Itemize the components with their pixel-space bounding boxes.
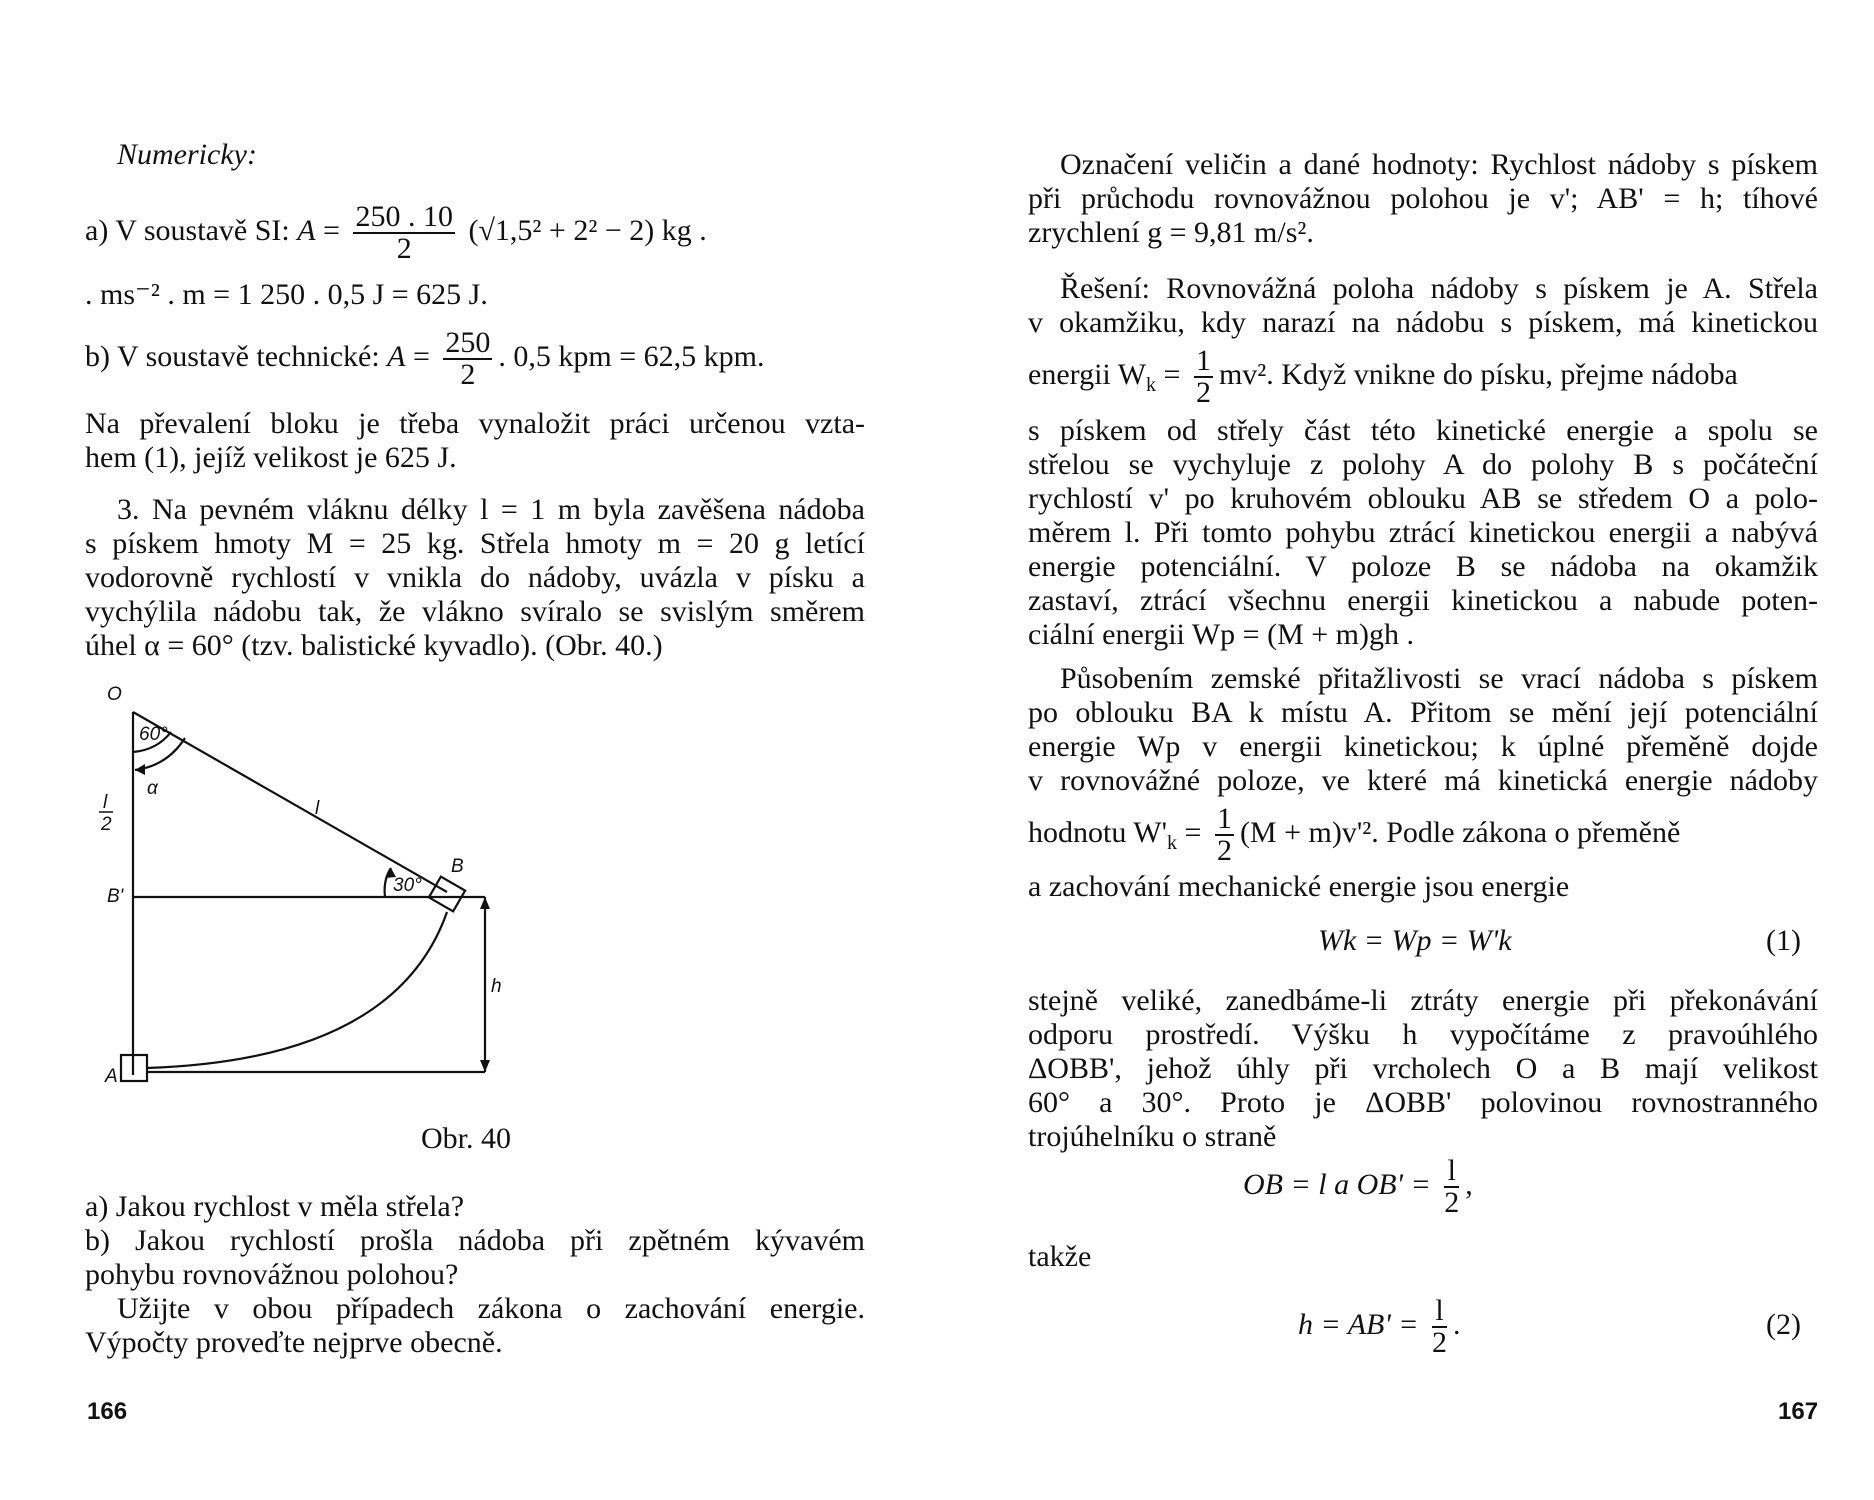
ob-equation: OB = l a OB' = $\frac{l}{2}$ , [1243, 1154, 1473, 1220]
alpha-arrowhead [135, 764, 145, 775]
fraction-250-over-2: $\frac{250}{2}$ [445, 326, 491, 392]
numericky-heading: Numericky: [117, 138, 257, 171]
pusobenim-line: v rovnovážné poloze, ve které má kinetická energie nádoby [1028, 764, 1818, 797]
reseni-line: ciální energii Wp = (M + m)gh . [1028, 618, 1414, 651]
pusobenim-line: energie Wp v energii kinetickou; k úplné přeměně dojde [1028, 730, 1818, 763]
reseni-line: střelou se vychyluje z polohy A do polohy B s počáteční [1028, 448, 1818, 481]
label-b-prime: B' [107, 886, 124, 907]
equation-1-number: (1) [1766, 924, 1801, 957]
label-30-deg: 30° [393, 875, 422, 896]
label-l-half-num: l [103, 792, 108, 813]
label-a: A [105, 1066, 118, 1087]
label-l: l [315, 798, 320, 819]
kinetic-energy-prime-line: hodnotu $W'_k$ = $\frac{1}{2}$ (M + m)v'². Podle zákona o přeměně [1028, 802, 1681, 868]
oznaceni-line: Označení veličin a dané hodnoty: Rychlost nádoby s pískem [1060, 148, 1818, 181]
right-page [1028, 0, 1818, 1500]
reseni-line: v okamžiku, kdy narazí na nádobu s pískem, má kinetickou [1028, 306, 1818, 339]
equation-a-continued: . ms⁻² . m = 1 250 . 0,5 J = 625 J. [85, 278, 488, 311]
stejne-line: trojúhelníku o straně [1028, 1120, 1277, 1153]
equation-2: h = AB' = $\frac{l}{2}$ . [1298, 1294, 1461, 1360]
label-alpha: α [147, 778, 158, 799]
stejne-line: stejně veliké, zanedbáme-li ztráty energie při překonávání [1028, 984, 1818, 1017]
label-l-half-den: 2 [101, 814, 112, 835]
zachovani-line: a zachování mechanické energie jsou energie [1028, 870, 1570, 903]
equation-b-technical: b) V soustavě technické: A = $\frac{250}{2}$ . 0,5 kpm = 62,5 kpm. [85, 326, 765, 392]
h-arrow-top [480, 897, 490, 909]
oznaceni-line: zrychlení g = 9,81 m/s². [1028, 216, 1314, 249]
fraction-l-over-2: $\frac{l}{2}$ [1432, 1294, 1448, 1360]
page-number: 166 [87, 1398, 128, 1425]
figure-ballistic-pendulum [85, 680, 565, 1100]
stejne-line: odporu prostředí. Výšku h vypočítáme z pravoúhlého [1028, 1018, 1818, 1051]
oznaceni-line: při průchodu rovnovážnou polohou je v'; AB' = h; tíhové [1028, 182, 1818, 215]
pusobenim-line: Působením zemské přitažlivosti se vrací nádoba s pískem [1060, 662, 1818, 695]
reseni-line: rychlostí v' po kruhovém oblouku AB se středem O a polo- [1028, 482, 1818, 515]
reseni-line: zastaví, ztrácí všechnu energii kinetickou a nabude poten- [1028, 584, 1818, 617]
stejne-line: 60° a 30°. Proto je ΔOBB' polovinou rovnostranného [1028, 1086, 1818, 1119]
equation-a-si: a) V soustavě SI: A = $\frac{250 . 10}{2}$ (√1,5² + 2² − 2) kg . [85, 200, 707, 266]
kinetic-energy-line: energii $W_k$ = $\frac{1}{2}$ mv². Když vnikne do písku, přejme nádoba [1028, 344, 1738, 410]
equation-2-number: (2) [1766, 1308, 1801, 1341]
reseni-line: energie potenciální. V poloze B se nádoba na okamžik [1028, 550, 1818, 583]
question-line: pohybu rovnovážnou polohou? [85, 1258, 459, 1291]
question-line: b) Jakou rychlostí prošla nádoba při zpětném kývavém [85, 1224, 865, 1257]
problem-3-line: 3. Na pevném vláknu délky l = 1 m byla zavěšena nádoba [117, 493, 865, 526]
sandbox-at-b [429, 877, 465, 912]
fraction-1-over-2: $\frac{1}{2}$ [1216, 802, 1232, 868]
fraction-250x10-over-2: $\frac{250 . 10}{2}$ [355, 200, 453, 266]
paragraph-line: hem (1), jejíž velikost je 625 J. [85, 441, 457, 474]
h-arrow-bottom [480, 1060, 490, 1072]
swing-arc [147, 912, 447, 1068]
pusobenim-line: po oblouku BA k místu A. Přitom se mění její potenciální [1028, 696, 1818, 729]
page-number: 167 [1778, 1398, 1819, 1425]
reseni-line: Řešení: Rovnovážná poloha nádoby s pískem je A. Střela [1060, 272, 1818, 305]
question-line: Výpočty proveďte nejprve obecně. [85, 1326, 503, 1359]
label-h: h [491, 976, 502, 997]
label-b: B [451, 856, 464, 877]
string-l-line [133, 712, 447, 892]
problem-3-line: vychýlila nádobu tak, že vlákno svíralo se svislým směrem [85, 595, 865, 628]
problem-3-line: vodorovně rychlostí v vnikla do nádoby, uvázla v písku a [85, 561, 865, 594]
stejne-line: ΔOBB', jehož úhly při vrcholech O a B mají velikost [1028, 1052, 1818, 1085]
question-line: Užijte v obou případech zákona o zachování energie. [117, 1292, 865, 1325]
left-page [85, 0, 865, 1500]
figure-caption: Obr. 40 [421, 1122, 511, 1155]
fraction-1-over-2: $\frac{1}{2}$ [1195, 344, 1211, 410]
label-60-deg: 60° [139, 724, 168, 745]
question-line: a) Jakou rychlost v měla střela? [85, 1190, 465, 1223]
reseni-line: s pískem od střely část této kinetické energie a spolu se [1028, 414, 1818, 447]
problem-3-line: úhel α = 60° (tzv. balistické kyvadlo). (Obr. 40.) [85, 629, 663, 662]
equation-1: Wk = Wp = W'k [1318, 924, 1512, 957]
fraction-l-over-2: $\frac{l}{2}$ [1444, 1154, 1460, 1220]
takze-line: takže [1028, 1240, 1092, 1273]
label-o: O [107, 684, 122, 705]
paragraph-line: Na převalení bloku je třeba vynaložit práci určenou vzta- [85, 407, 865, 440]
reseni-line: měrem l. Při tomto pohybu ztrácí kinetickou energii a nabývá [1028, 516, 1818, 549]
problem-3-line: s pískem hmoty M = 25 kg. Střela hmoty m = 20 g letící [85, 527, 865, 560]
